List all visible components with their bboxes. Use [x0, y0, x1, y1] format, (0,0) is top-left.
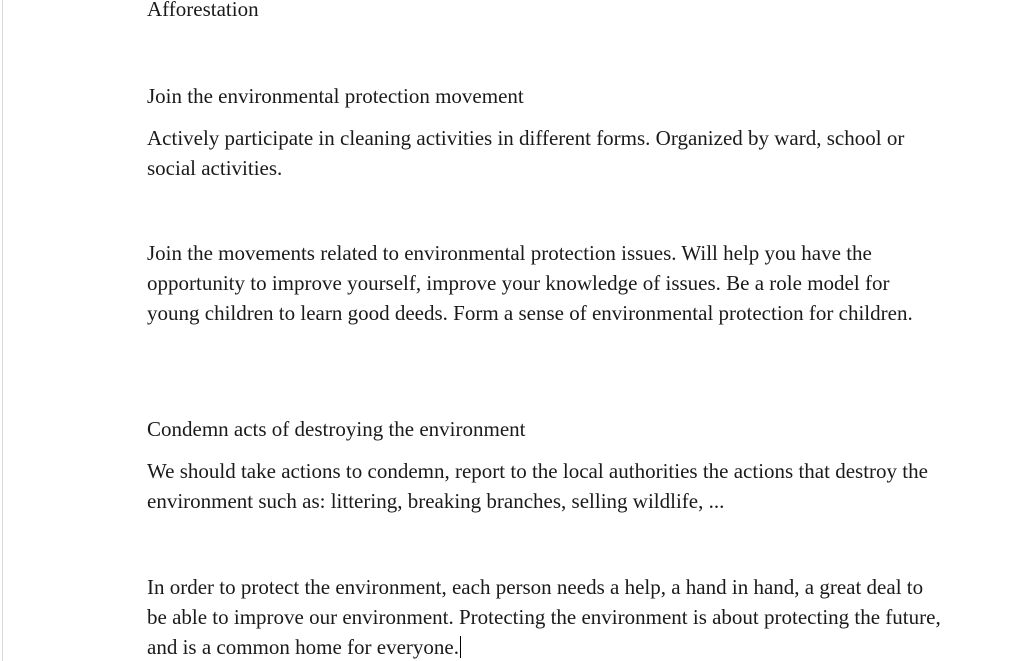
paragraph-cleaning-activities: Actively participate in cleaning activities in different forms. Organized by ward, school or social activities.: [147, 126, 905, 180]
paragraph-condemn: We should take actions to condemn, report to the local authorities the actions that destroy the environment such as: littering, breaking branches, selling wildlife, ...: [147, 459, 928, 513]
paragraph-conclusion-text: In order to protect the environment, each person needs a help, a hand in hand, a great deal to be able to improve our environment. Protecting the environment is about protecting the future, and is a common home for everyone.: [147, 575, 941, 659]
heading-join-movement: Join the environmental protection movement: [147, 84, 524, 108]
heading-condemn-acts: Condemn acts of destroying the environment: [147, 417, 526, 441]
heading-afforestation: Afforestation: [147, 0, 259, 21]
text-cursor: [460, 636, 461, 658]
paragraph-join-movements: Join the movements related to environmental protection issues. Will help you have the opportunity to improve yourself, improve your knowledge of issues. Be a role model for young children to learn good deeds. Form a sense of environmental protection for children.: [147, 241, 913, 325]
paragraph-conclusion: [147, 572, 947, 661]
